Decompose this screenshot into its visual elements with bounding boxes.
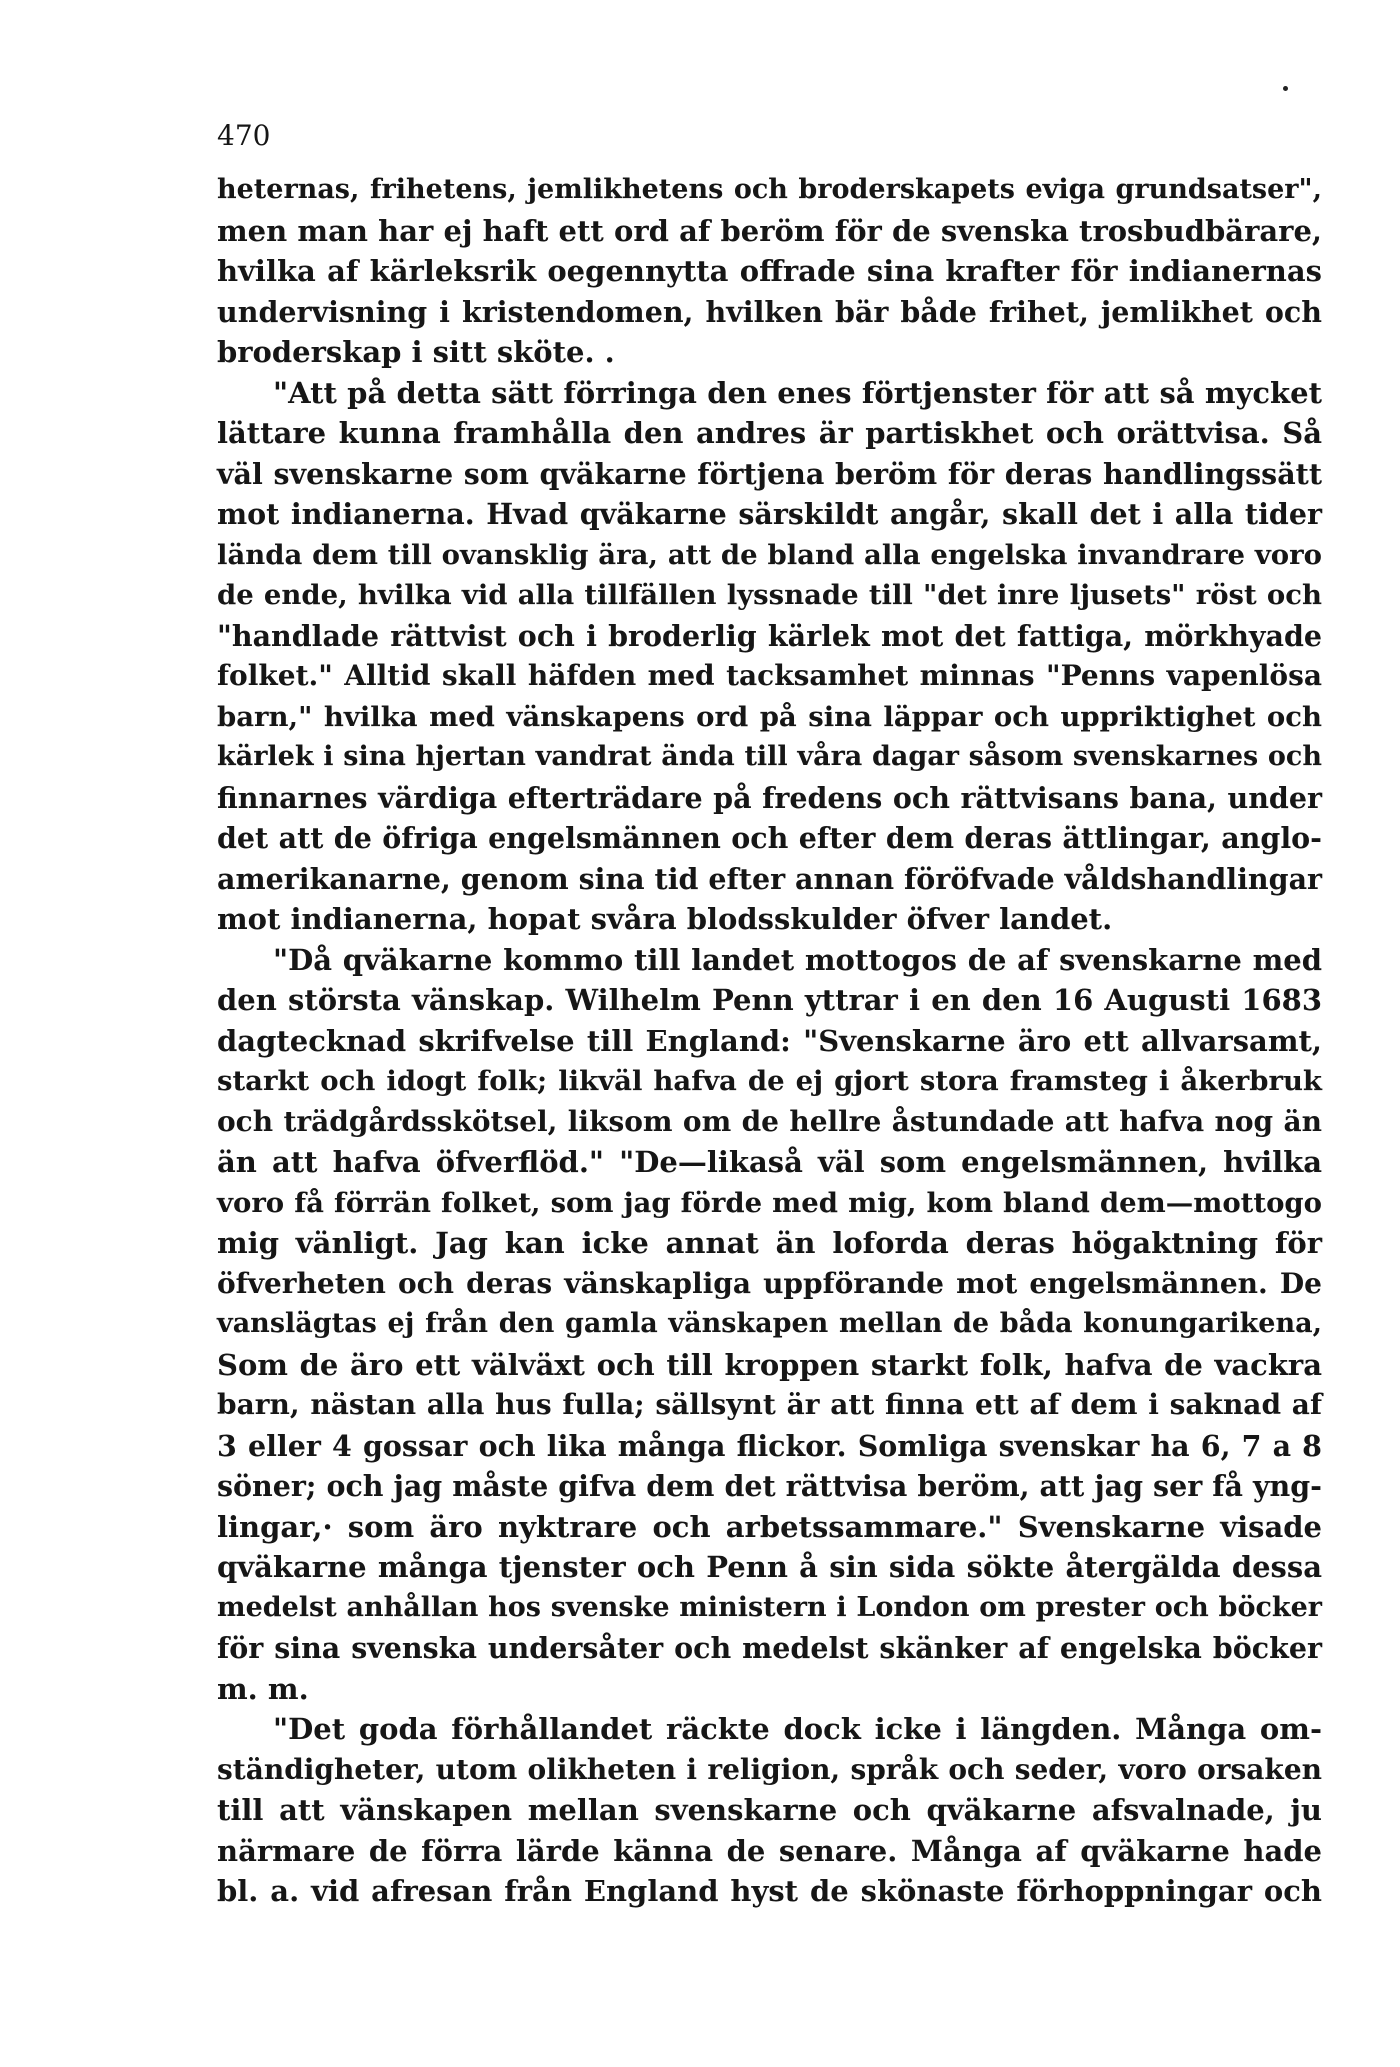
text-line: broderskap i sitt sköte. . [217, 335, 615, 369]
text-line: 3 eller 4 gossar och lika många flickor. Somliga svenskar ha 6, 7 a 8 [217, 1428, 1322, 1463]
text-line: kärlek i sina hjertan vandrat ända till våra dagar såsom svenskarnes och [217, 741, 1322, 772]
text-line: barn," hvilka med vänskapens ord på sina läppar och uppriktighet och [217, 700, 1322, 733]
text-line: närmare de förra lärde känna de senare. Många af qväkarne hade [217, 1833, 1322, 1868]
text-line: mot indianerna. Hvad qväkarne särskildt angår, skall det i alla tider [217, 497, 1322, 531]
text-line: söner; och jag måste gifva dem det rättvisa beröm, att jag ser få yng- [217, 1469, 1322, 1503]
text-line: till att vänskapen mellan svenskarne och qväkarne afsvalnade, ju [217, 1793, 1322, 1827]
text-line: än att hafva öfverflöd." "De—likaså väl som engelsmännen, hvilka [217, 1145, 1322, 1179]
text-line: undervisning i kristendomen, hvilken bär både frihet, jemlikhet och [217, 294, 1322, 329]
text-line: amerikanarne, genom sina tid efter annan föröfvade våldshandlingar [217, 861, 1323, 896]
text-line: starkt och idogt folk; likväl hafva de ej gjort stora framsteg i åkerbruk [217, 1065, 1322, 1097]
text-line: det att de öfriga engelsmännen och efter dem deras ättlingar, anglo- [217, 821, 1322, 855]
text-line: qväkarne många tjenster och Penn å sin sida sökte återgälda dessa [217, 1550, 1322, 1584]
text-line: den största vänskap. Wilhelm Penn yttrar i en den 16 Augusti 1683 [217, 983, 1322, 1017]
text-line: mot indianerna, hopat svåra blodsskulder öfver landet. [217, 902, 1113, 936]
body-text [217, 170, 1322, 1912]
text-line: de ende, hvilka vid alla tillfällen lyssnade till "det inre ljusets" röst och [217, 579, 1322, 611]
text-line: "handlade rättvist och i broderlig kärlek mot det fattiga, mörkhyade [217, 618, 1322, 653]
text-line: för sina svenska undersåter och medelst skänker af engelska böcker [217, 1631, 1322, 1665]
text-line: dagtecknad skrifvelse till England: "Svenskarne äro ett allvarsamt, [217, 1023, 1322, 1058]
text-line: hvilka af kärleksrik oegennytta offrade sina krafter för indianernas [217, 254, 1322, 288]
text-line: m. m. [217, 1671, 309, 1706]
text-line: bl. a. vid afresan från England hyst de skönaste förhoppningar och [217, 1874, 1322, 1908]
text-line: folket." Alltid skall häfden med tacksamhet minnas "Penns vapenlösa [217, 659, 1322, 692]
text-line: barn, nästan alla hus fulla; sällsynt är att finna ett af dem i saknad af [217, 1388, 1322, 1421]
text-line: "Det goda förhållandet räckte dock icke i längden. Många om- [273, 1712, 1322, 1746]
text-line: heternas, frihetens, jemlikhetens och broderskapets eviga grundsatser", [217, 174, 1322, 205]
text-line: väl svenskarne som qväkarne förtjena beröm för deras handlingssätt [217, 456, 1322, 491]
text-line: voro få förrän folket, som jag förde med mig, kom bland dem—mottogo [217, 1186, 1322, 1219]
text-line: finnarnes värdiga efterträdare på fredens och rättvisans bana, under [217, 780, 1322, 815]
text-line: vanslägtas ej från den gamla vänskapen mellan de båda konungarikena, [217, 1308, 1322, 1339]
text-line: medelst anhållan hos svenske ministern i London om prester och böcker [217, 1591, 1322, 1623]
text-line: mig vänligt. Jag kan icke annat än loforda deras högaktning för [217, 1226, 1322, 1260]
text-line: Som de äro ett välväxt och till kroppen starkt folk, hafva de vackra [217, 1347, 1322, 1382]
text-line: "Att på detta sätt förringa den enes förtjenster för att så mycket [273, 375, 1322, 410]
text-line: "Då qväkarne kommo till landet mottogos de af svenskarne med [273, 942, 1322, 977]
text-line: lättare kunna framhålla den andres är partiskhet och orättvisa. Så [217, 416, 1322, 450]
text-line: lända dem till ovansklig ära, att de bland alla engelska invandrare voro [217, 538, 1322, 571]
text-line: lingar,· som äro nyktrare och arbetssammare." Svenskarne visade [217, 1509, 1322, 1544]
text-line: och trädgårdsskötsel, liksom om de hellre åstundade att hafva nog än [217, 1104, 1322, 1138]
text-line: öfverheten och deras vänskapliga uppförande mot engelsmännen. De [217, 1266, 1322, 1300]
page-number: 470 [217, 119, 271, 152]
text-line: men man har ej haft ett ord af beröm för de svenska trosbudbärare, [217, 213, 1322, 248]
print-speck [1283, 86, 1288, 91]
text-line: ständigheter, utom olikheten i religion, språk och seder, voro orsaken [217, 1752, 1322, 1786]
